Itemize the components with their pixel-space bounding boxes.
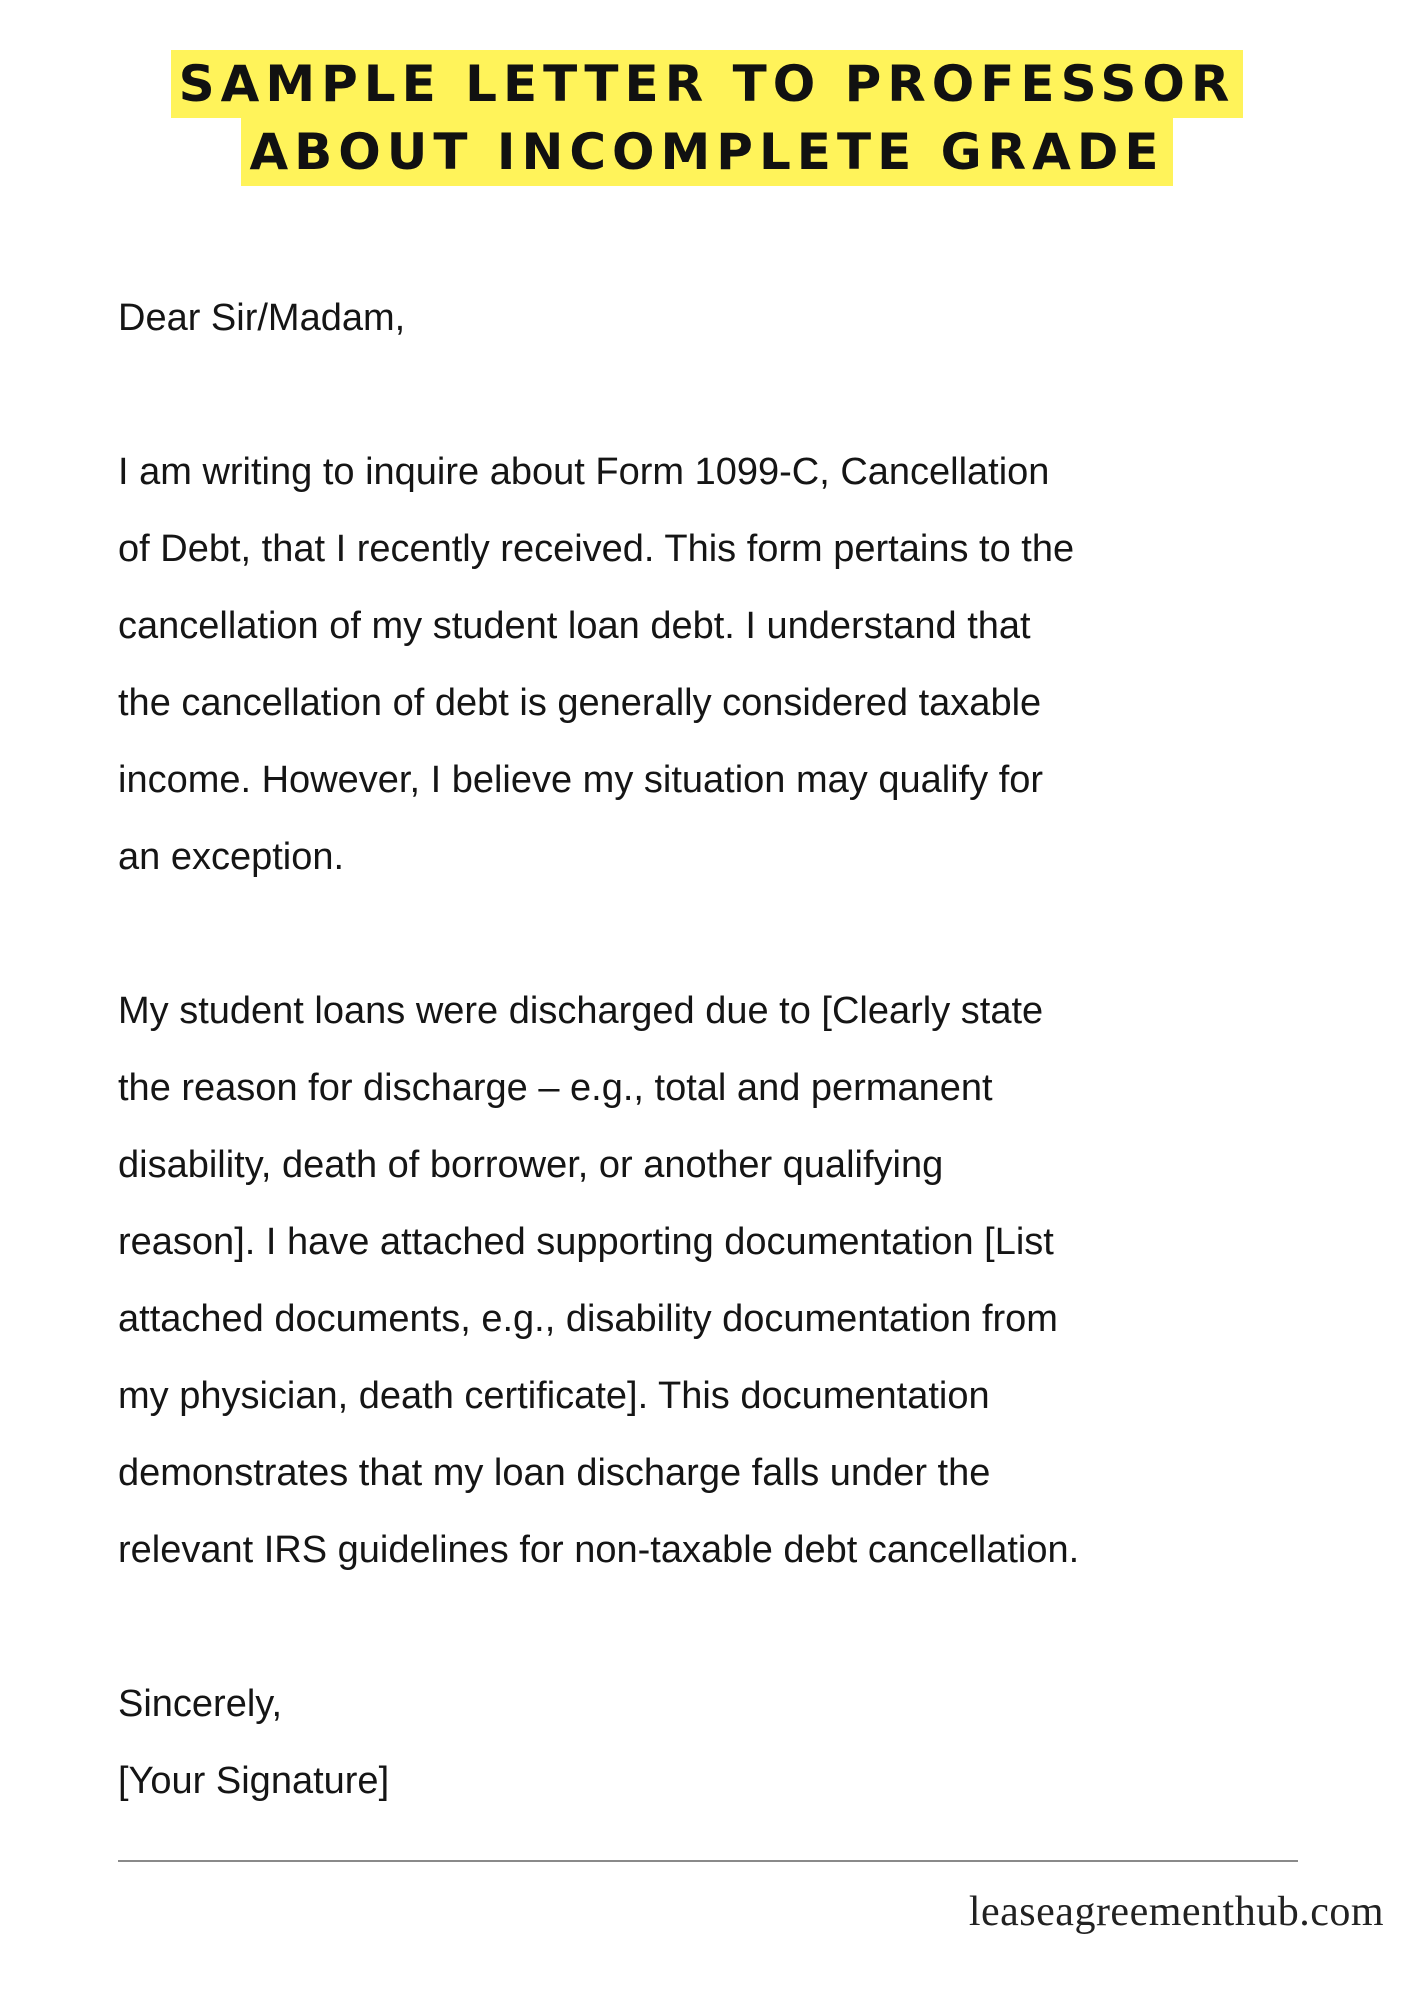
- closing: Sincerely,: [118, 1683, 283, 1725]
- paragraph-1-line: of Debt, that I recently received. This form pertains to the: [118, 528, 1075, 570]
- paragraph-2-line: attached documents, e.g., disability documentation from: [118, 1298, 1058, 1340]
- paragraph-1-line: the cancellation of debt is generally considered taxable: [118, 682, 1042, 724]
- signature-placeholder: [Your Signature]: [118, 1760, 390, 1802]
- footer-site-name: leaseagreementhub.com: [968, 1889, 1384, 1935]
- paragraph-2-line: demonstrates that my loan discharge falls under the: [118, 1452, 991, 1494]
- page-title: [0, 50, 1414, 186]
- paragraph-2-line: my physician, death certificate]. This documentation: [118, 1375, 990, 1417]
- salutation: Dear Sir/Madam,: [118, 297, 406, 339]
- footer-divider: [118, 1860, 1298, 1862]
- paragraph-1-line: an exception.: [118, 836, 345, 878]
- paragraph-1-line: income. However, I believe my situation may qualify for: [118, 759, 1044, 801]
- paragraph-2-line: My student loans were discharged due to [Clearly state: [118, 990, 1044, 1032]
- title-line-1: SAMPLE LETTER TO PROFESSOR: [171, 50, 1244, 118]
- title-line-2: ABOUT INCOMPLETE GRADE: [241, 118, 1172, 186]
- paragraph-2-line: relevant IRS guidelines for non-taxable debt cancellation.: [118, 1529, 1080, 1571]
- paragraph-2-line: reason]. I have attached supporting documentation [List: [118, 1221, 1054, 1263]
- letter-body: [118, 280, 1348, 1820]
- closing-block: [118, 1666, 1348, 1820]
- paragraph-2-line: the reason for discharge – e.g., total and permanent: [118, 1067, 993, 1109]
- paragraph-1-line: cancellation of my student loan debt. I understand that: [118, 605, 1031, 647]
- paragraph-1-line: I am writing to inquire about Form 1099-C, Cancellation: [118, 451, 1050, 493]
- paragraph-2-line: disability, death of borrower, or another qualifying: [118, 1144, 944, 1186]
- paragraph-1: [118, 434, 1348, 896]
- paragraph-2: [118, 973, 1348, 1589]
